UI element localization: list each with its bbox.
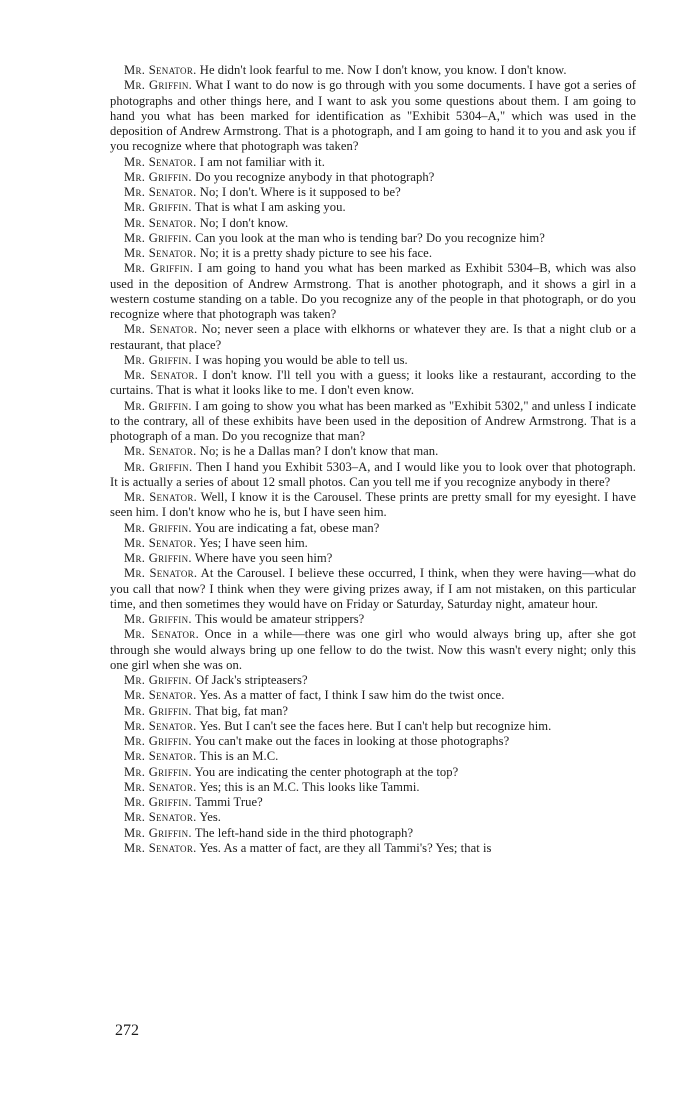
speech-text: I don't know. I'll tell you with a guess; it looks like a restaurant, according to the curtains. That is what it looks like to me. I don't even know.	[110, 368, 637, 398]
transcript-paragraph	[110, 185, 636, 200]
speech-text: You are indicating a fat, obese man?	[194, 520, 380, 535]
speech-text: No; it is a pretty shady picture to see his face.	[199, 246, 433, 260]
transcript-body	[110, 63, 636, 856]
transcript-paragraph	[110, 216, 636, 231]
speaker-name: Mr. Senator.	[124, 63, 197, 77]
transcript-paragraph	[110, 261, 636, 322]
speech-text: Yes; this is an M.C. This looks like Tammi.	[199, 779, 420, 794]
speech-text: Yes. As a matter of fact, are they all Tammi's? Yes; that is	[199, 840, 492, 855]
speaker-name: Mr. Senator.	[124, 154, 197, 169]
speaker-name: Mr. Senator.	[124, 779, 197, 794]
speaker-name: Mr. Senator.	[124, 535, 197, 550]
transcript-paragraph	[110, 231, 636, 246]
transcript-paragraph	[110, 704, 636, 719]
speaker-name: Mr. Griffin.	[124, 703, 192, 718]
speaker-name: Mr. Griffin.	[124, 398, 192, 413]
transcript-paragraph	[110, 810, 636, 825]
speech-text: That big, fat man?	[194, 703, 289, 718]
speech-text: I am not familiar with it.	[199, 154, 325, 169]
speaker-name: Mr. Senator.	[124, 718, 197, 733]
speech-text: He didn't look fearful to me. Now I don't know, you know. I don't know.	[199, 63, 567, 77]
speaker-name: Mr. Senator.	[124, 627, 200, 642]
speaker-name: Mr. Senator.	[124, 368, 199, 382]
speech-text: No; never seen a place with elkhorns or whatever they are. Is that a night club or a restaurant, that place?	[110, 322, 636, 352]
speech-text: Of Jack's stripteasers?	[195, 673, 308, 687]
transcript-paragraph	[110, 719, 636, 734]
speech-text: You can't make out the faces in looking at those photographs?	[194, 734, 510, 748]
speaker-name: Mr. Griffin.	[124, 673, 192, 687]
transcript-paragraph	[110, 399, 636, 445]
speaker-name: Mr. Senator.	[124, 810, 197, 825]
speech-text: Yes.	[199, 810, 222, 825]
speech-text: What I want to do now is go through with you some documents. I have got a series of photographs and other things here, and I want to ask you some questions about them. I am going to hand you what has been marked for identification as "Exhibit 5304–A," which was used in the deposition of Andrew Armstrong. That is a photograph, and I am going to hand it to you and ask you if you recognize where that photograph was taken?	[110, 78, 636, 154]
speaker-name: Mr. Griffin.	[124, 520, 192, 535]
transcript-paragraph	[110, 780, 636, 795]
speech-text: This is an M.C.	[199, 749, 279, 764]
speech-text: Yes. As a matter of fact, I think I saw him do the twist once.	[199, 688, 505, 703]
speaker-name: Mr. Griffin.	[124, 169, 192, 184]
speaker-name: Mr. Senator.	[124, 490, 198, 504]
speech-text: Once in a while—there was one girl who would always bring up, after she got through she would always bring up one fellow to do the twist. Now this wasn't every night; only this one girl when she was on.	[110, 627, 636, 672]
speech-text: Can you look at the man who is tending bar? Do you recognize him?	[195, 230, 545, 245]
speech-text: No; I don't know.	[199, 215, 289, 230]
transcript-paragraph	[110, 490, 636, 521]
speech-text: At the Carousel. I believe these occurred, I think, when they were having—what do you call that now? I think when they were giving prizes away, if I am not mistaken, on this particular time, and then sometimes they would have on Friday or Saturday, Saturday night, amateur hour.	[110, 566, 636, 611]
transcript-paragraph	[110, 246, 636, 261]
speaker-name: Mr. Senator.	[124, 444, 197, 459]
speech-text: You are indicating the center photograph at the top?	[194, 764, 459, 779]
transcript-paragraph	[110, 841, 636, 856]
transcript-paragraph	[110, 368, 636, 399]
transcript-paragraph	[110, 444, 636, 459]
speaker-name: Mr. Griffin.	[124, 764, 192, 779]
speech-text: Then I hand you Exhibit 5303–A, and I would like you to look over that photograph. It is actually a series of about 12 small photos. Can you tell me if you recognize anybody in there?	[110, 459, 636, 489]
transcript-paragraph	[110, 627, 636, 673]
speech-text: Do you recognize anybody in that photograph?	[195, 169, 435, 184]
transcript-paragraph	[110, 795, 636, 810]
speaker-name: Mr. Senator.	[124, 688, 197, 703]
transcript-paragraph	[110, 155, 636, 170]
speech-text: Well, I know it is the Carousel. These prints are pretty small for my eyesight. I have seen him. I don't know who he is, but I have seen him.	[110, 490, 636, 520]
transcript-paragraph	[110, 460, 636, 491]
transcript-paragraph	[110, 200, 636, 215]
speech-text: I am going to hand you what has been marked as Exhibit 5304–B, which was also used in the deposition of Andrew Armstrong. That is another photograph, and it shows a girl in a western costume standing on a table. Do you recognize any of the people in that photograph, or do you recognize where that photograph was taken?	[110, 261, 636, 321]
speaker-name: Mr. Griffin.	[124, 230, 192, 245]
speech-text: This would be amateur strippers?	[194, 612, 365, 626]
speech-text: I was hoping you would be able to tell us.	[195, 352, 408, 367]
transcript-paragraph	[110, 734, 636, 749]
transcript-paragraph	[110, 749, 636, 764]
speech-text: Tammi True?	[194, 795, 263, 809]
speaker-name: Mr. Griffin.	[124, 551, 192, 565]
speaker-name: Mr. Griffin.	[124, 352, 192, 367]
speech-text: Yes; I have seen him.	[199, 535, 308, 550]
speaker-name: Mr. Senator.	[124, 566, 198, 581]
speaker-name: Mr. Senator.	[124, 246, 197, 260]
speaker-name: Mr. Senator.	[124, 215, 197, 230]
speaker-name: Mr. Griffin.	[124, 795, 192, 809]
speaker-name: Mr. Griffin.	[124, 734, 192, 748]
transcript-paragraph	[110, 353, 636, 368]
speaker-name: Mr. Griffin.	[124, 825, 192, 840]
speaker-name: Mr. Senator.	[124, 749, 197, 764]
speaker-name: Mr. Griffin.	[124, 459, 193, 474]
speech-text: The left-hand side in the third photograph?	[194, 825, 414, 840]
speech-text: No; I don't. Where is it supposed to be?	[199, 185, 401, 199]
transcript-paragraph	[110, 765, 636, 780]
transcript-paragraph	[110, 78, 636, 154]
transcript-paragraph	[110, 551, 636, 566]
speech-text: Yes. But I can't see the faces here. But I can't help but recognize him.	[199, 718, 552, 733]
transcript-paragraph	[110, 688, 636, 703]
speaker-name: Mr. Griffin.	[124, 612, 192, 626]
speaker-name: Mr. Griffin.	[124, 78, 193, 93]
transcript-paragraph	[110, 673, 636, 688]
speaker-name: Mr. Griffin.	[124, 200, 192, 215]
speech-text: No; is he a Dallas man? I don't know that man.	[199, 444, 439, 459]
page-number: 272	[115, 1022, 139, 1039]
speech-text: Where have you seen him?	[194, 551, 333, 565]
transcript-paragraph	[110, 63, 636, 78]
transcript-paragraph	[110, 170, 636, 185]
speaker-name: Mr. Griffin.	[124, 261, 194, 276]
speaker-name: Mr. Senator.	[124, 322, 198, 337]
speech-text: I am going to show you what has been marked as "Exhibit 5302," and unless I indicate to the contrary, all of these exhibits have been used in the deposition of Andrew Armstrong. That is a photograph of a man. Do you recognize that man?	[110, 398, 636, 443]
transcript-paragraph	[110, 612, 636, 627]
speech-text: That is what I am asking you.	[194, 200, 346, 215]
transcript-paragraph	[110, 536, 636, 551]
transcript-paragraph	[110, 521, 636, 536]
speaker-name: Mr. Senator.	[124, 840, 197, 855]
transcript-paragraph	[110, 322, 636, 353]
transcript-paragraph	[110, 566, 636, 612]
transcript-paragraph	[110, 826, 636, 841]
speaker-name: Mr. Senator.	[124, 185, 197, 199]
